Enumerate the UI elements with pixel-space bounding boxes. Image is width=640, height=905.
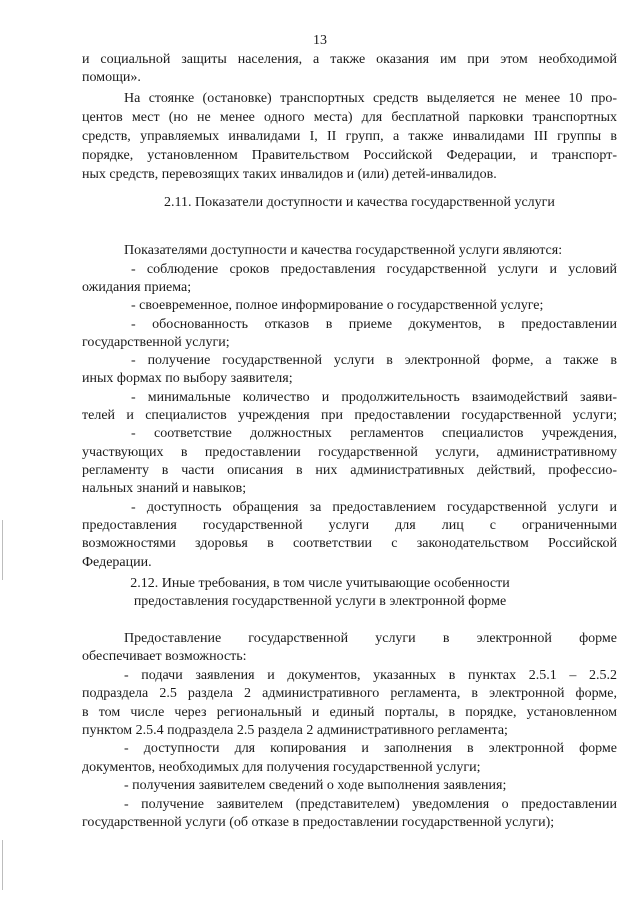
list-item: государственной услуги (об отказе в предоставлении государственной услуги); xyxy=(82,815,555,830)
list-item: - получение заявителем (представителем) уведомления о предоставлении xyxy=(124,797,617,812)
list-item: государственной услуги; xyxy=(82,335,230,350)
paragraph-line: обеспечивает возможность: xyxy=(82,649,247,664)
paragraph-line: средств, управляемых инвалидами I, II групп, а также инвалидами III группы в xyxy=(82,129,617,144)
list-item: - подачи заявления и документов, указанных в пунктах 2.5.1 – 2.5.2 xyxy=(124,668,617,683)
list-item: подраздела 2.5 раздела 2 административного регламента, в электронной форме, xyxy=(82,686,617,701)
paragraph-line: и социальной защиты населения, а также оказания им при этом необходимой xyxy=(82,52,617,67)
list-item: документов, необходимых для получения государственной услуги; xyxy=(82,760,481,775)
list-item: - соответствие должностных регламентов специалистов учреждения, xyxy=(131,426,617,441)
paragraph-line: ных средств, перевозящих таких инвалидов и (или) детей-инвалидов. xyxy=(82,167,497,182)
list-item: регламенту в части описания в них административных действий, профессио- xyxy=(82,463,617,478)
list-item: - минимальные количество и продолжительность взаимодействий заяви- xyxy=(131,390,617,405)
section-heading: 2.11. Показатели доступности и качества государственной услуги xyxy=(164,195,555,210)
list-item: ожидания приема; xyxy=(82,280,192,295)
scan-margin-mark xyxy=(2,520,3,580)
paragraph-line: помощи». xyxy=(82,70,141,85)
paragraph-line: центов мест (но не менее одного места) для бесплатной парковки транспортных xyxy=(82,110,617,125)
scan-margin-mark xyxy=(2,840,3,890)
paragraph-line: Показателями доступности и качества государственной услуги являются: xyxy=(124,243,563,258)
list-item: пунктом 2.5.4 подраздела 2.5 раздела 2 административного регламента; xyxy=(82,723,508,738)
paragraph-line: На стоянке (остановке) транспортных средств выделяется не менее 10 про- xyxy=(124,91,617,106)
page-number: 13 xyxy=(313,33,327,48)
list-item: - доступность обращения за предоставлением государственной услуги и xyxy=(131,500,617,515)
list-item: Федерации. xyxy=(82,555,152,570)
paragraph-line: Предоставление государственной услуги в электронной форме xyxy=(124,631,617,646)
section-heading: 2.12. Иные требования, в том числе учитывающие особенности xyxy=(130,576,510,591)
list-item: телей и специалистов учреждения при предоставлении государственной услуги; xyxy=(82,408,617,423)
paragraph-line: порядке, установленном Правительством Российской Федерации, и транспорт- xyxy=(82,148,617,163)
list-item: - доступности для копирования и заполнения в электронной форме xyxy=(124,741,617,756)
list-item: - обоснованность отказов в приеме документов, в предоставлении xyxy=(131,317,617,332)
list-item: предоставления государственной услуги для лиц с ограниченными xyxy=(82,518,617,533)
list-item: в том числе через региональный и единый порталы, в порядке, установленном xyxy=(82,705,617,720)
list-item: - получение государственной услуги в электронной форме, а также в xyxy=(131,353,617,368)
list-item: - своевременное, полное информирование о государственной услуге; xyxy=(131,298,544,313)
section-heading: предоставления государственной услуги в электронной форме xyxy=(133,594,507,609)
list-item: - получения заявителем сведений о ходе выполнения заявления; xyxy=(124,778,507,793)
list-item: иных формах по выбору заявителя; xyxy=(82,371,293,386)
list-item: возможностями здоровья в соответствии с законодательством Российской xyxy=(82,536,617,551)
list-item: нальных знаний и навыков; xyxy=(82,481,247,496)
list-item: участвующих в предоставлении государственной услуги, административному xyxy=(82,445,617,460)
list-item: - соблюдение сроков предоставления государственной услуги и условий xyxy=(131,262,617,277)
